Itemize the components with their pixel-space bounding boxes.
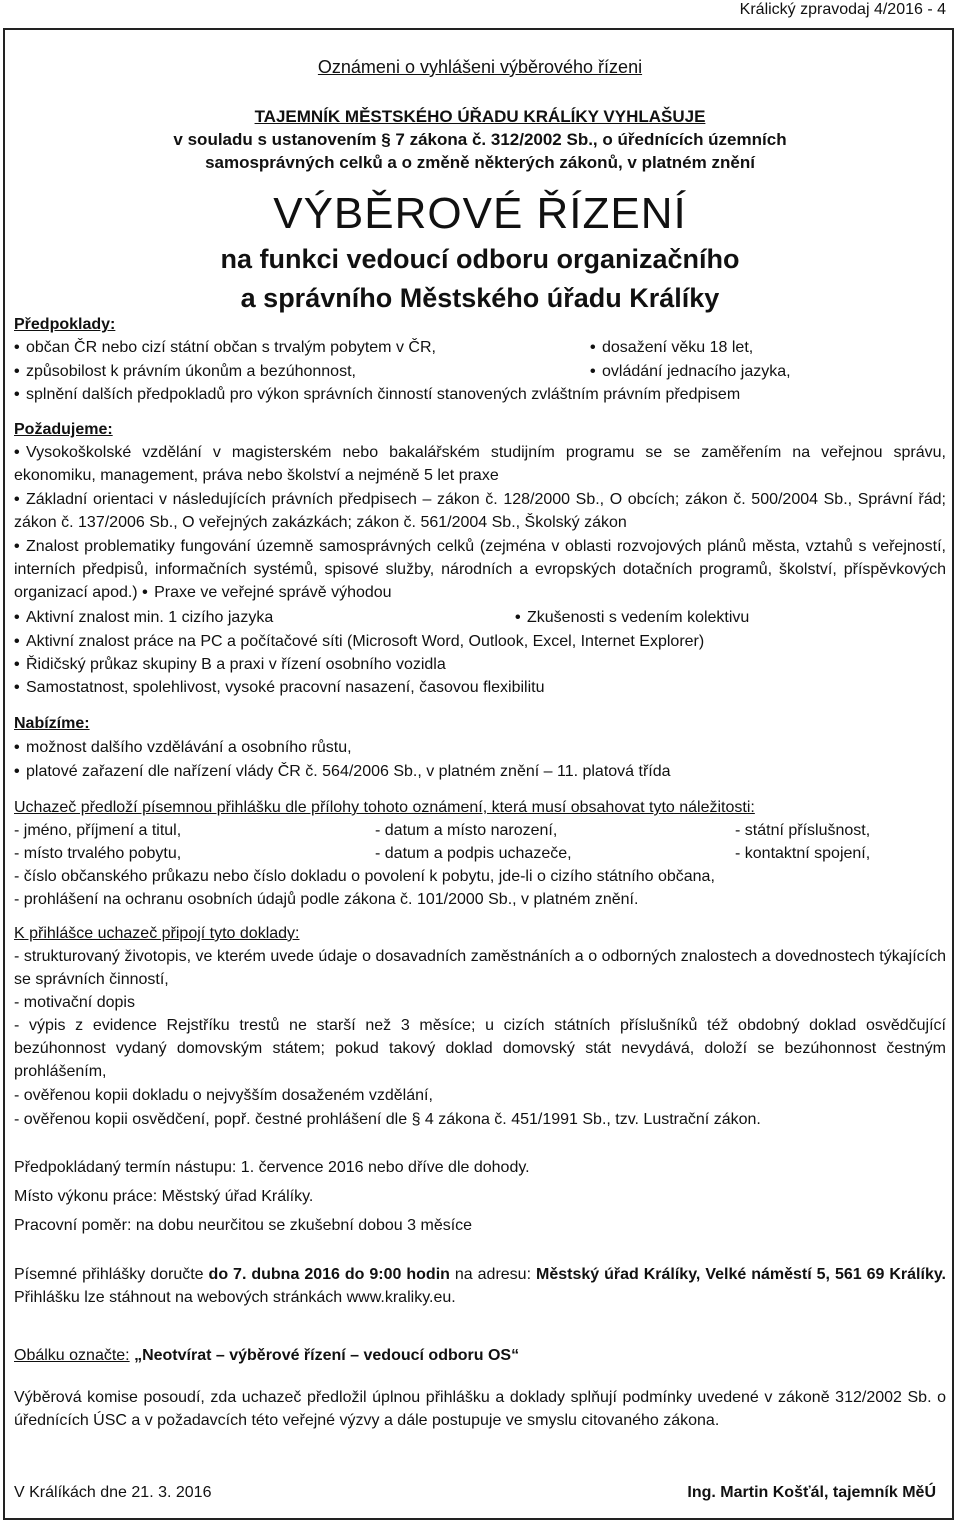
- application-field: - místo trvalého pobytu,: [14, 845, 182, 862]
- application-field: - prohlášení na ochranu osobních údajů podle zákona č. 101/2000 Sb., v platném znění.: [14, 891, 639, 908]
- requirement-text: • Praxe ve veřejné správě výhodou: [142, 584, 391, 601]
- page-header: Králický zpravodaj 4/2016 - 4: [739, 1, 946, 18]
- place-date: V Králíkách dne 21. 3. 2016: [14, 1484, 212, 1501]
- requirement-item: • Vysokoškolské vzdělání v magisterském nebo bakalářském studijním programu se se zaměřením na veřejnou správu, ekonomiku, management, práva nebo školství a nejméně 5 let praxe: [14, 441, 946, 487]
- signature: Ing. Martin Košťál, tajemník MěÚ: [687, 1484, 936, 1501]
- employment-terms: Pracovní poměr: na dobu neurčitou se zkušební dobou 3 měsíce: [14, 1217, 473, 1234]
- document-item: - motivační dopis: [14, 994, 135, 1011]
- work-place: Místo výkonu práce: Městský úřad Králíky.: [14, 1188, 314, 1205]
- offer-item: • platové zařazení dle nařízení vlády ČR č. 564/2006 Sb., v platném znění – 11. platová třída: [14, 760, 946, 783]
- notice-title: Oznámeni o vyhlášeni výběrového řízeni: [317, 57, 643, 77]
- requirement-item: • Řidičský průkaz skupiny B a praxi v řízení osobního vozidla: [14, 653, 946, 676]
- predpoklady-item: • dosažení věku 18 let,: [590, 336, 753, 359]
- requirement-item: • Samostatnost, spolehlivost, vysoké pracovní nasazení, časovou flexibilitu: [14, 676, 946, 699]
- main-title: VÝBĚROVÉ ŘÍZENÍ: [273, 189, 687, 238]
- requirement-item: • Aktivní znalost práce na PC a počítačové síti (Microsoft Word, Outlook, Excel, Internet Explorer): [14, 630, 946, 653]
- subtitle-1: na funkci vedoucí odboru organizačního: [220, 244, 740, 274]
- application-field: - státní příslušnost,: [735, 822, 871, 839]
- intro-line-3: samosprávných celků a o změně některých zákonů, v platném znění: [205, 153, 755, 172]
- predpoklady-item: • způsobilost k právním úkonům a bezúhonnost,: [14, 360, 946, 383]
- predpoklady-item: • ovládání jednacího jazyka,: [590, 360, 791, 383]
- documents-heading: K přihlášce uchazeč připojí tyto doklady:: [14, 925, 300, 942]
- predpoklady-heading: Předpoklady:: [14, 316, 116, 333]
- pozadujeme-heading: Požadujeme:: [14, 421, 113, 438]
- intro-line-2: v souladu s ustanovením § 7 zákona č. 312/2002 Sb., o úřednících územních: [173, 130, 787, 149]
- document-item: - ověřenou kopii dokladu o nejvyšším dosaženém vzdělání,: [14, 1087, 433, 1104]
- predpoklady-item: • splnění dalších předpokladů pro výkon správních činností stanovených zvláštním právním předpisem: [14, 383, 946, 406]
- application-field: - jméno, příjmení a titul,: [14, 822, 182, 839]
- application-field: - datum a podpis uchazeče,: [375, 845, 572, 862]
- start-date: Předpokládaný termín nástupu: 1. července 2016 nebo dříve dle dohody.: [14, 1159, 530, 1176]
- application-heading: Uchazeč předloží písemnou přihlášku dle přílohy tohoto oznámení, která musí obsahovat tyto náležitosti:: [14, 799, 755, 816]
- predpoklady-item: • občan ČR nebo cizí státní občan s trvalým pobytem v ČR,: [14, 336, 946, 359]
- application-field: - kontaktní spojení,: [735, 845, 871, 862]
- subtitle-2: a správního Městského úřadu Králíky: [240, 283, 720, 313]
- requirement-text: • Znalost problematiky fungování územně samosprávných celků (zejména v oblasti rozvojových plánů města, vztahů s veřejností, interních předpisů, informačních systémů, spisové služby, národních a evropských dotačních programů, školství, příspěvkových organizací apod.): [14, 538, 946, 601]
- delivery-instructions: Písemné přihlášky doručte do 7. dubna 2016 do 9:00 hodin na adresu: Městský úřad Králíky, Velké náměstí 5, 561 69 Králíky. Přihlášku lze stáhnout na webových stránkách www.kraliky.eu.: [14, 1266, 947, 1306]
- document-item: - ověřenou kopii osvědčení, popř. čestné prohlášení dle § 4 zákona č. 451/1991 Sb., tzv. Lustrační zákon.: [14, 1111, 761, 1128]
- requirement-item: [14, 535, 946, 604]
- nabizime-heading: Nabízíme:: [14, 715, 90, 732]
- requirement-item: • Zkušenosti s vedením kolektivu: [515, 606, 749, 629]
- application-field: - číslo občanského průkazu nebo číslo dokladu o povolení k pobytu, jde-li o cizího státního občana,: [14, 868, 715, 885]
- application-field: - datum a místo narození,: [375, 822, 558, 839]
- envelope-instructions: Obálku označte: „Neotvírat – výběrové řízení – vedoucí odboru OS“: [14, 1347, 520, 1364]
- requirement-item: • Základní orientaci v následujících právních předpisech – zákon č. 128/2000 Sb., O obcích; zákon č. 500/2004 Sb., Správní řád; zákon č. 137/2006 Sb., O veřejných zakázkách; zákon č. 561/2004 Sb., Školský zákon: [14, 488, 946, 534]
- committee-note: Výběrová komise posoudí, zda uchazeč předložil úplnou přihlášku a doklady splňují podmínky uvedené v zákoně 312/2002 Sb. o úřednících ÚSC a v požadavcích této veřejné výzvy a dále postupuje ve smyslu citovaného zákona.: [14, 1389, 946, 1429]
- document-item: - strukturovaný životopis, ve kterém uvede údaje o dosavadních zaměstnáních a o odborných znalostech a dovednostech týkajících se správních činností,: [14, 948, 946, 988]
- intro-line-1: TAJEMNÍK MĚSTSKÉHO ÚŘADU KRÁLÍKY VYHLAŠUJE: [254, 107, 706, 126]
- document-item: - výpis z evidence Rejstříku trestů ne starší než 3 měsíce; u cizích státních příslušníků též obdobný doklad osvědčující bezúhonnost vydaný domovským státem; pokud takový doklad domovský stát nevydává, doloží se bezúhonnost čestným prohlášením,: [14, 1017, 946, 1080]
- offer-item: • možnost dalšího vzdělávání a osobního růstu,: [14, 736, 946, 759]
- requirement-item: • Aktivní znalost min. 1 cizího jazyka: [14, 606, 946, 629]
